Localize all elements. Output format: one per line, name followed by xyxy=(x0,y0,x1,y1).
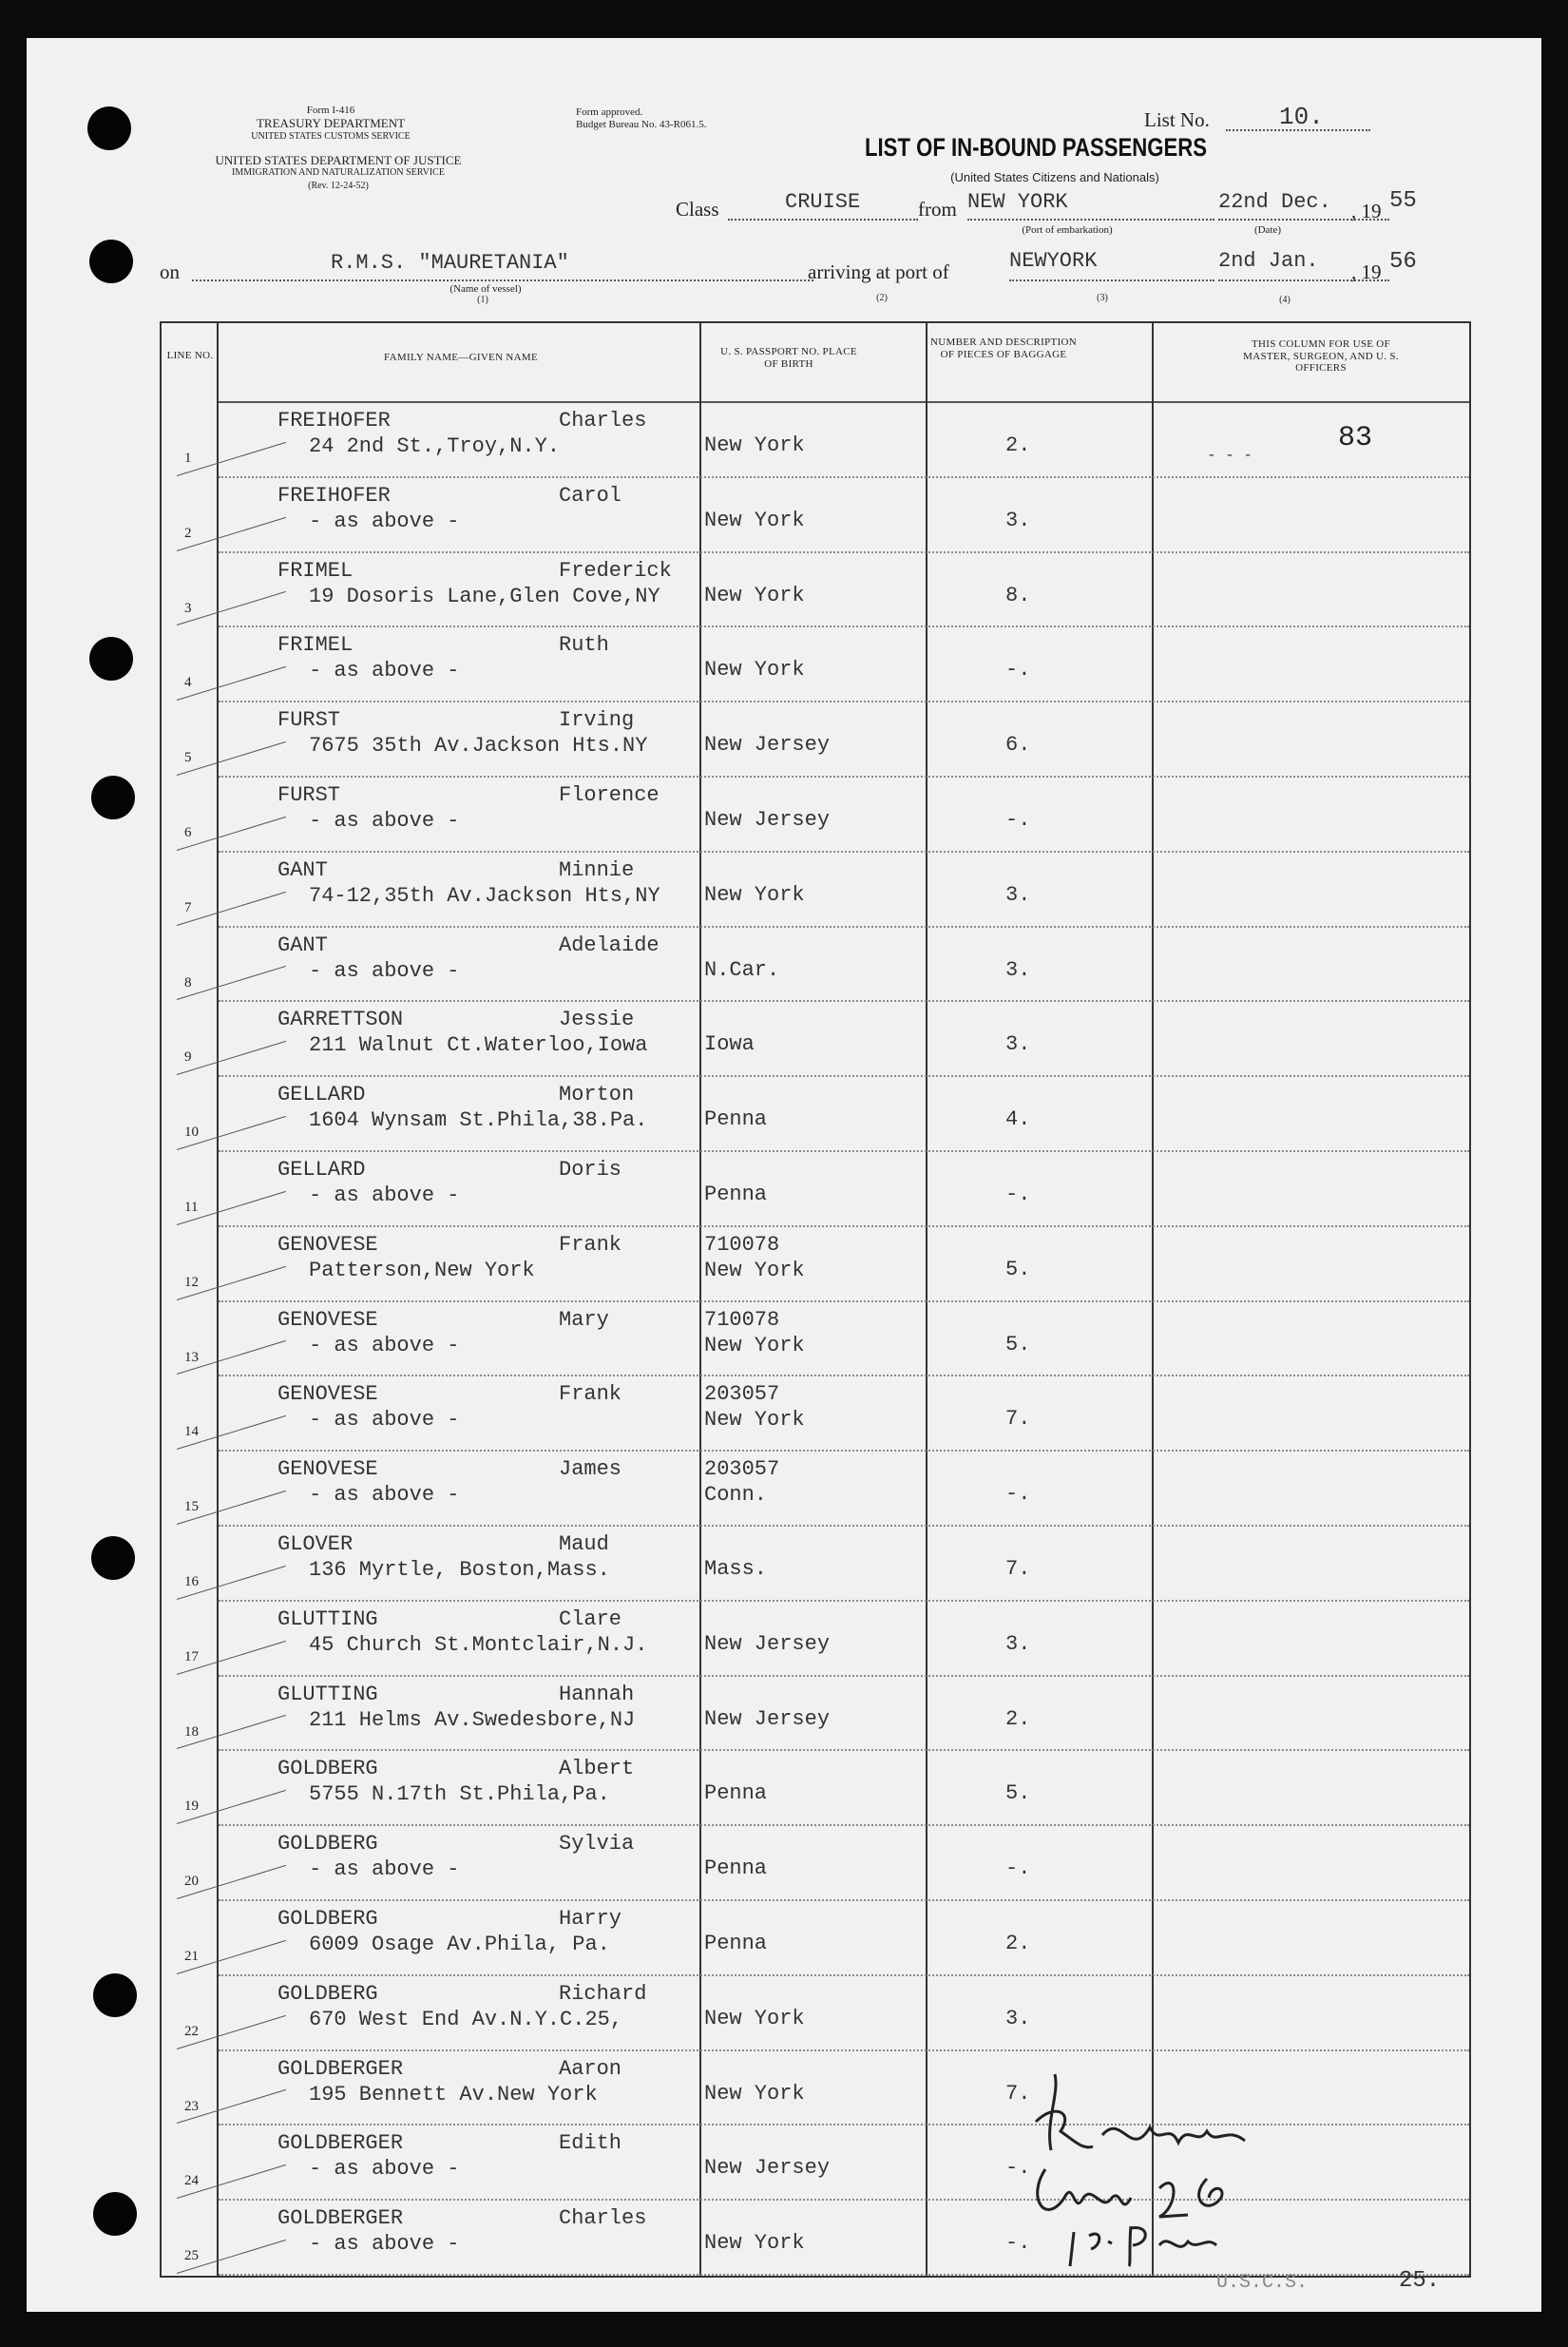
family-name: GANT xyxy=(277,933,328,957)
given-name: Morton xyxy=(559,1083,635,1107)
baggage-count: 5. xyxy=(1005,1257,1031,1281)
passenger-table xyxy=(160,321,1471,2294)
place-of-birth: New York xyxy=(704,433,805,457)
given-name: Frederick xyxy=(559,558,672,583)
date2-value: 2nd Jan. xyxy=(1218,249,1319,273)
passport-number: 710078 xyxy=(704,1307,780,1332)
row-tick-mark xyxy=(177,966,286,1000)
row-tick-mark xyxy=(177,666,286,701)
from-label: from xyxy=(918,198,957,221)
given-name: Doris xyxy=(559,1158,622,1182)
passport-number: 203057 xyxy=(704,1457,780,1482)
baggage-count: -. xyxy=(1005,1482,1031,1507)
col-header-name: FAMILY NAME—GIVEN NAME xyxy=(384,352,538,363)
row-tick-mark xyxy=(177,442,286,476)
form-title: LIST OF IN-BOUND PASSENGERS xyxy=(865,133,1208,162)
family-name: GOLDBERG xyxy=(277,1832,378,1856)
manifest-page xyxy=(27,38,1541,2312)
col-number-3: (3) xyxy=(1097,293,1108,303)
family-name: GLOVER xyxy=(277,1532,354,1556)
table-row xyxy=(162,1077,1469,1152)
place-of-birth: New York xyxy=(704,2231,805,2256)
line-number: 7 xyxy=(184,899,192,915)
baggage-count: 3. xyxy=(1005,1631,1031,1656)
col-number-4: (4) xyxy=(1279,295,1291,305)
line-number: 24 xyxy=(184,2173,199,2189)
address: 6009 Osage Av.Phila, Pa. xyxy=(309,1933,610,1956)
given-name: James xyxy=(559,1457,622,1482)
place-of-birth: New York xyxy=(704,583,805,607)
given-name: Harry xyxy=(559,1907,622,1931)
baggage-count: -. xyxy=(1005,808,1031,832)
form-number: Form I-416 xyxy=(306,105,355,116)
address: 74-12,35th Av.Jackson Hts,NY xyxy=(309,883,660,908)
col-number-2: (2) xyxy=(876,293,888,303)
address: - as above - xyxy=(309,1408,460,1433)
family-name: GENOVESE xyxy=(277,1457,378,1482)
place-of-birth: New York xyxy=(704,2006,805,2030)
table-row xyxy=(162,1527,1469,1602)
place-of-birth: New York xyxy=(704,2081,805,2106)
baggage-count: -. xyxy=(1005,1183,1031,1206)
address: 670 West End Av.N.Y.C.25, xyxy=(309,2007,623,2031)
table-row xyxy=(162,853,1469,928)
form-subtitle: (United States Citizens and Nationals) xyxy=(950,170,1159,184)
address: 19 Dosoris Lane,Glen Cove,NY xyxy=(309,584,660,608)
family-name: GELLARD xyxy=(277,1158,366,1182)
given-name: Florence xyxy=(559,783,660,807)
punch-hole xyxy=(89,637,133,681)
place-of-birth: New Jersey xyxy=(704,1631,831,1656)
family-name: FREIHOFER xyxy=(277,409,391,433)
baggage-count: -. xyxy=(1005,2231,1031,2256)
given-name: Albert xyxy=(559,1757,635,1781)
baggage-count: 2. xyxy=(1005,1706,1031,1731)
punch-hole xyxy=(87,106,131,150)
table-row xyxy=(162,478,1469,553)
address: 24 2nd St.,Troy,N.Y. xyxy=(309,434,561,458)
family-name: GENOVESE xyxy=(277,1232,378,1257)
place-of-birth: Conn. xyxy=(704,1483,768,1508)
given-name: Richard xyxy=(559,1981,647,2006)
table-row xyxy=(162,1901,1469,1976)
line-number: 23 xyxy=(184,2098,199,2114)
line-number: 3 xyxy=(184,600,192,616)
line-number: 6 xyxy=(184,825,192,840)
officer-dashes: - - - xyxy=(1207,447,1253,464)
baggage-count: 3. xyxy=(1005,882,1031,907)
family-name: GANT xyxy=(277,857,328,882)
baggage-count: 2. xyxy=(1005,1932,1031,1955)
class-value: CRUISE xyxy=(785,190,861,214)
line-number: 2 xyxy=(184,525,192,541)
address: 211 Helms Av.Swedesbore,NJ xyxy=(309,1707,636,1732)
total-count: 25. xyxy=(1399,2268,1441,2294)
family-name: FURST xyxy=(277,708,341,733)
row-tick-mark xyxy=(177,817,286,851)
line-number: 11 xyxy=(184,1200,199,1215)
line-number: 9 xyxy=(184,1049,192,1066)
given-name: Mary xyxy=(559,1307,609,1332)
place-of-birth: Iowa xyxy=(704,1032,755,1057)
treasury-label: TREASURY DEPARTMENT xyxy=(256,116,406,130)
list-number-label: List No. xyxy=(1144,108,1210,131)
family-name: GOLDBERGER xyxy=(277,2056,404,2081)
officer-count: 83 xyxy=(1338,422,1373,454)
budget-bureau: Budget Bureau No. 43-R061.5. xyxy=(576,119,707,130)
given-name: Edith xyxy=(559,2131,622,2156)
line-number: 16 xyxy=(184,1574,199,1589)
address: - as above - xyxy=(309,1857,460,1882)
baggage-count: 6. xyxy=(1005,733,1031,758)
table-row xyxy=(162,1602,1469,1677)
table-row xyxy=(162,1826,1469,1901)
given-name: Ruth xyxy=(559,633,609,658)
vessel-caption: (Name of vessel) xyxy=(449,283,522,295)
table-row xyxy=(162,553,1469,628)
form-approved: Form approved. xyxy=(576,106,643,118)
line-number: 17 xyxy=(184,1648,199,1664)
line-number: 8 xyxy=(184,974,192,991)
table-row xyxy=(162,1152,1469,1227)
vessel-line xyxy=(192,279,813,281)
col-header-baggage: NUMBER AND DESCRIPTION OF PIECES OF BAGGAGE xyxy=(930,337,1077,360)
row-tick-mark xyxy=(177,892,286,926)
family-name: FRIMEL xyxy=(277,558,354,583)
table-row xyxy=(162,1302,1469,1377)
address: 45 Church St.Montclair,N.J. xyxy=(309,1632,648,1657)
place-of-birth: New York xyxy=(704,1333,805,1357)
class-line xyxy=(728,219,918,221)
family-name: GOLDBERG xyxy=(277,1981,378,2006)
table-row xyxy=(162,1976,1469,2051)
family-name: GELLARD xyxy=(277,1083,366,1107)
family-name: GOLDBERGER xyxy=(277,2206,404,2231)
punch-hole xyxy=(91,776,135,819)
line-number: 13 xyxy=(184,1349,199,1365)
given-name: Minnie xyxy=(559,857,635,882)
line-number: 15 xyxy=(184,1499,199,1515)
table-row xyxy=(162,702,1469,778)
baggage-count: 4. xyxy=(1005,1107,1031,1132)
vessel-name: R.M.S. "MAURETANIA" xyxy=(331,251,569,275)
line-number: 12 xyxy=(184,1274,199,1290)
place-of-birth: New York xyxy=(704,658,805,683)
address: - as above - xyxy=(309,1483,460,1508)
date1-value: 22nd Dec. xyxy=(1218,190,1331,214)
line-number: 21 xyxy=(184,1949,199,1964)
usc-stamp: U.S.C.S. xyxy=(1216,2272,1309,2294)
baggage-count: 7. xyxy=(1005,1557,1031,1581)
table-row xyxy=(162,778,1469,853)
line-number: 1 xyxy=(184,451,192,466)
customs-label: UNITED STATES CUSTOMS SERVICE xyxy=(251,131,411,142)
officer-signature xyxy=(1017,2055,1283,2270)
address: 211 Walnut Ct.Waterloo,Iowa xyxy=(309,1033,648,1058)
table-row xyxy=(162,928,1469,1003)
place-of-birth: Penna xyxy=(704,1781,768,1806)
given-name: Maud xyxy=(559,1532,609,1556)
list-number: 10. xyxy=(1279,103,1324,131)
line-number: 25 xyxy=(184,2248,199,2264)
given-name: Adelaide xyxy=(559,933,660,957)
class-label: Class xyxy=(676,198,719,221)
line-number: 19 xyxy=(184,1799,199,1815)
punch-hole xyxy=(91,1536,135,1580)
family-name: FURST xyxy=(277,783,341,807)
family-name: FREIHOFER xyxy=(277,483,391,508)
punch-hole xyxy=(89,240,133,283)
table-row xyxy=(162,403,1469,478)
address: - as above - xyxy=(309,509,460,533)
passport-number: 710078 xyxy=(704,1232,780,1257)
arrival-port-line xyxy=(1009,279,1214,281)
baggage-count: -. xyxy=(1005,1856,1031,1881)
address: Patterson,New York xyxy=(309,1258,535,1282)
address: 195 Bennett Av.New York xyxy=(309,2082,598,2107)
baggage-count: -. xyxy=(1005,2156,1031,2181)
col-number-1: (1) xyxy=(477,295,488,305)
col-header-passport: U. S. PASSPORT NO. PLACE OF BIRTH xyxy=(720,346,857,370)
family-name: GLUTTING xyxy=(277,1606,378,1631)
baggage-count: 7. xyxy=(1005,1407,1031,1432)
line-number: 4 xyxy=(184,675,192,691)
line-number: 5 xyxy=(184,750,192,766)
given-name: Frank xyxy=(559,1382,622,1407)
place-of-birth: Penna xyxy=(704,1183,768,1206)
baggage-count: 2. xyxy=(1005,433,1031,457)
baggage-count: 3. xyxy=(1005,1032,1031,1057)
given-name: Charles xyxy=(559,409,647,433)
family-name: GOLDBERG xyxy=(277,1907,378,1931)
table-row xyxy=(162,627,1469,702)
address: - as above - xyxy=(309,659,460,683)
place-of-birth: New Jersey xyxy=(704,2156,831,2181)
row-tick-mark xyxy=(177,1041,286,1075)
address: 1604 Wynsam St.Phila,38.Pa. xyxy=(309,1108,648,1133)
arrival-port: NEWYORK xyxy=(1009,249,1098,273)
line-number: 18 xyxy=(184,1723,199,1740)
address: - as above - xyxy=(309,2232,460,2257)
family-name: GOLDBERGER xyxy=(277,2131,404,2156)
justice-label: UNITED STATES DEPARTMENT OF JUSTICE xyxy=(215,153,462,167)
family-name: GLUTTING xyxy=(277,1682,378,1706)
line-number: 22 xyxy=(184,2023,199,2039)
address: - as above - xyxy=(309,809,460,833)
col-header-line: LINE NO. xyxy=(166,350,214,361)
table-row xyxy=(162,1677,1469,1752)
address: - as above - xyxy=(309,1183,460,1207)
baggage-count: 8. xyxy=(1005,583,1031,607)
given-name: Hannah xyxy=(559,1682,635,1706)
arriving-label: arriving at port of xyxy=(808,260,949,283)
place-of-birth: Penna xyxy=(704,1856,768,1881)
address: - as above - xyxy=(309,1333,460,1357)
baggage-count: -. xyxy=(1005,658,1031,683)
baggage-count: 5. xyxy=(1005,1332,1031,1356)
family-name: GENOVESE xyxy=(277,1382,378,1407)
passport-number: 203057 xyxy=(704,1382,780,1407)
row-tick-mark xyxy=(177,741,286,776)
place-of-birth: New Jersey xyxy=(704,808,831,832)
address: - as above - xyxy=(309,958,460,983)
address: 7675 35th Av.Jackson Hts.NY xyxy=(309,734,648,759)
place-of-birth: N.Car. xyxy=(704,957,780,982)
address: 5755 N.17th St.Phila,Pa. xyxy=(309,1782,610,1807)
family-name: GARRETTSON xyxy=(277,1008,404,1032)
table-row xyxy=(162,1452,1469,1527)
date2-year: 56 xyxy=(1389,249,1417,275)
given-name: Charles xyxy=(559,2206,647,2231)
table-row xyxy=(162,1227,1469,1302)
place-of-birth: New York xyxy=(704,1258,805,1282)
col-header-officers: THIS COLUMN FOR USE OF MASTER, SURGEON, AND U. S. OFFICERS xyxy=(1243,338,1399,375)
line-number: 10 xyxy=(184,1125,199,1141)
ins-label: IMMIGRATION AND NATURALIZATION SERVICE xyxy=(232,167,445,178)
from-line xyxy=(967,219,1214,221)
given-name: Frank xyxy=(559,1232,622,1257)
family-name: GENOVESE xyxy=(277,1307,378,1332)
given-name: Aaron xyxy=(559,2056,622,2081)
row-tick-mark xyxy=(177,591,286,625)
date-caption: (Date) xyxy=(1253,224,1282,236)
from-value: NEW YORK xyxy=(967,190,1068,214)
place-of-birth: Penna xyxy=(704,1932,768,1955)
line-number: 14 xyxy=(184,1424,199,1440)
place-of-birth: New York xyxy=(704,882,805,907)
baggage-count: 3. xyxy=(1005,508,1031,532)
place-of-birth: Mass. xyxy=(704,1557,768,1581)
table-row xyxy=(162,1751,1469,1826)
date1-year: 55 xyxy=(1389,188,1417,214)
place-of-birth: New York xyxy=(704,1408,805,1433)
place-of-birth: New Jersey xyxy=(704,1706,831,1731)
date2-prefix: , 19 xyxy=(1351,260,1382,283)
baggage-count: 5. xyxy=(1005,1781,1031,1806)
revision-label: (Rev. 12-24-52) xyxy=(308,181,369,191)
place-of-birth: Penna xyxy=(704,1107,768,1132)
baggage-count: 3. xyxy=(1005,957,1031,982)
family-name: GOLDBERG xyxy=(277,1757,378,1781)
address: 136 Myrtle, Boston,Mass. xyxy=(309,1558,610,1582)
on-label: on xyxy=(160,260,180,283)
place-of-birth: New Jersey xyxy=(704,733,831,758)
table-row xyxy=(162,1002,1469,1077)
family-name: FRIMEL xyxy=(277,633,354,658)
punch-hole xyxy=(93,1973,137,2017)
line-number: 20 xyxy=(184,1874,199,1890)
baggage-count: 7. xyxy=(1005,2081,1031,2106)
date1-prefix: , 19 xyxy=(1351,200,1382,222)
given-name: Jessie xyxy=(559,1008,635,1032)
given-name: Irving xyxy=(559,708,635,733)
address: - as above - xyxy=(309,2157,460,2182)
punch-hole xyxy=(93,2192,137,2236)
port-caption: (Port of embarkation) xyxy=(1022,224,1113,236)
row-tick-mark xyxy=(177,517,286,551)
given-name: Clare xyxy=(559,1606,622,1631)
baggage-count: 3. xyxy=(1005,2006,1031,2030)
given-name: Carol xyxy=(559,483,622,508)
place-of-birth: New York xyxy=(704,508,805,532)
given-name: Sylvia xyxy=(559,1832,635,1856)
table-row xyxy=(162,1376,1469,1452)
